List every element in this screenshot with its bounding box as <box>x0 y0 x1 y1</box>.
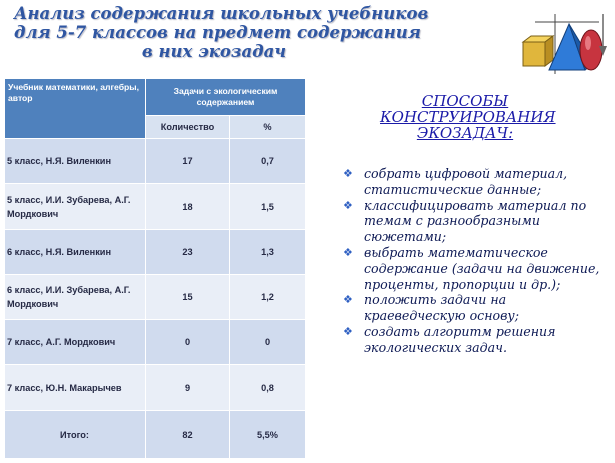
row-count: 18 <box>146 184 230 230</box>
table-row <box>5 365 306 411</box>
row-textbook: 7 класс, А.Г. Мордкович <box>5 320 146 365</box>
header-textbook: Учебник математики, алгебры, автор <box>5 79 146 139</box>
list-item-text: классифицировать материал по темам с разнообразными сюжетами; <box>364 197 587 245</box>
diamond-bullet-icon: ❖ <box>343 198 353 212</box>
list-item <box>342 324 610 356</box>
page-title-line-1: Анализ содержания школьных учебников <box>14 4 429 23</box>
diamond-bullet-icon: ❖ <box>343 167 353 180</box>
total-label: Итого: <box>5 411 146 459</box>
list-item <box>342 292 610 324</box>
total-count: 82 <box>146 411 230 459</box>
table-row <box>5 275 306 320</box>
row-percent: 0 <box>230 320 306 365</box>
methods-title <box>380 92 556 142</box>
row-percent: 0,8 <box>230 365 306 411</box>
diamond-bullet-icon: ❖ <box>343 324 353 338</box>
diamond-bullet-icon: ❖ <box>343 293 353 307</box>
row-textbook: 5 класс, Н.Я. Виленкин <box>5 139 146 184</box>
list-item-text: выбрать математическое содержание (задачи на движение, проценты, пропорции и др.); <box>364 244 600 292</box>
table-row <box>5 230 306 275</box>
row-count: 17 <box>146 139 230 184</box>
header-percent: % <box>230 116 306 139</box>
row-count: 9 <box>146 365 230 411</box>
table-row <box>5 139 306 184</box>
list-item <box>342 245 610 292</box>
table-row <box>5 184 306 230</box>
diamond-bullet-icon: ❖ <box>343 245 353 259</box>
list-item <box>342 198 610 245</box>
geometry-shapes-icon <box>515 6 611 80</box>
textbook-analysis-table <box>4 78 306 459</box>
row-count: 23 <box>146 230 230 275</box>
methods-title-line-3: ЭКОЗАДАЧ: <box>416 124 514 142</box>
list-item <box>342 166 610 198</box>
row-textbook: 7 класс, Ю.Н. Макарычев <box>5 365 146 411</box>
row-percent: 1,3 <box>230 230 306 275</box>
table-row <box>5 320 306 365</box>
page-title <box>14 4 429 61</box>
header-tasks: Задачи с экологическим содержанием <box>146 79 306 116</box>
row-percent: 1,5 <box>230 184 306 230</box>
row-textbook: 5 класс, И.И. Зубарева, А.Г. Мордкович <box>5 184 146 230</box>
header-count: Количество <box>146 116 230 139</box>
list-item-text: создать алгоритм решения экологических задач. <box>364 323 556 355</box>
list-item-text: собрать цифровой материал, статистические данные; <box>364 166 568 197</box>
methods-title-line-2: КОНСТРУИРОВАНИЯ <box>380 108 556 126</box>
row-count: 15 <box>146 275 230 320</box>
row-textbook: 6 класс, И.И. Зубарева, А.Г. Мордкович <box>5 275 146 320</box>
methods-title-line-1: СПОСОБЫ <box>421 92 509 110</box>
row-count: 0 <box>146 320 230 365</box>
page-title-line-3: в них экозадач <box>141 42 287 61</box>
list-item-text: положить задачи на краеведческую основу; <box>364 292 519 324</box>
row-percent: 0,7 <box>230 139 306 184</box>
total-row <box>5 411 306 459</box>
row-textbook: 6 класс, Н.Я. Виленкин <box>5 230 146 275</box>
row-percent: 1,2 <box>230 275 306 320</box>
total-percent: 5,5% <box>230 411 306 459</box>
page-title-line-2: для 5-7 классов на предмет содержания <box>14 23 421 42</box>
methods-list <box>342 166 610 356</box>
